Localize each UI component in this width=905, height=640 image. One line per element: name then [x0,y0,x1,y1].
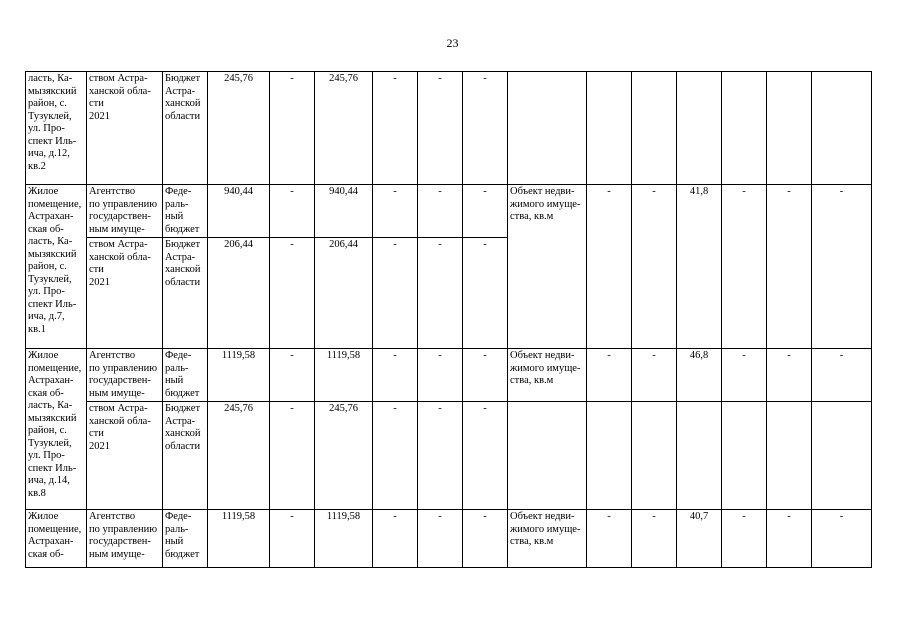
value-cell: - [270,72,315,185]
value-cell: - [463,349,508,402]
area-cell: 41,8 [677,185,722,349]
total-cell: 245,76 [208,402,270,510]
value-cell: - [812,185,872,349]
agency-cell: Агентство по управлению государствен- ным имуще- [87,349,163,402]
value-cell: - [270,510,315,568]
property-kind-cell: Объект недви- жимого имуще- ства, кв.м [508,185,587,349]
page-number: 23 [446,36,459,50]
budget-source-cell: Бюджет Астра- ханской области [163,402,208,510]
value-cell: - [373,72,418,185]
value-cell: - [722,185,767,349]
value-cell: - [632,349,677,402]
value-cell: 245,76 [315,72,373,185]
table-row [26,185,872,238]
object-address-cell: Жилое помещение, Астрахан- ская об- ласть, Ка- мызякский район, с. Тузуклей, ул. Про- спект Иль- ича, д.14, кв.8 [26,349,87,510]
value-cell: - [270,185,315,238]
value-cell: - [270,238,315,349]
value-cell: 940,44 [315,185,373,238]
empty-cell [722,402,767,510]
value-cell: - [418,185,463,238]
value-cell: - [418,349,463,402]
property-kind-cell [508,72,587,185]
budget-table [25,71,872,568]
agency-cell: ством Астра- ханской обла- сти 2021 [87,402,163,510]
value-cell: - [722,349,767,402]
value-cell [587,72,632,185]
value-cell: - [418,238,463,349]
table-row [26,349,872,402]
value-cell: - [463,72,508,185]
empty-cell [587,402,632,510]
agency-cell: ством Астра- ханской обла- сти 2021 [87,72,163,185]
value-cell: - [463,238,508,349]
value-cell: - [767,185,812,349]
value-cell: - [767,510,812,568]
property-kind-cell: Объект недви- жимого имуще- ства, кв.м [508,510,587,568]
value-cell [722,72,767,185]
area-cell [677,72,722,185]
empty-cell [508,402,587,510]
property-kind-cell: Объект недви- жимого имуще- ства, кв.м [508,349,587,402]
total-cell: 940,44 [208,185,270,238]
value-cell: - [463,402,508,510]
value-cell: 1119,58 [315,510,373,568]
table-row [26,402,872,510]
value-cell: - [632,510,677,568]
empty-cell [677,402,722,510]
value-cell: - [270,349,315,402]
value-cell: - [463,185,508,238]
value-cell: - [373,402,418,510]
value-cell: - [722,510,767,568]
value-cell: - [418,72,463,185]
area-cell: 46,8 [677,349,722,402]
value-cell: - [373,510,418,568]
value-cell: - [463,510,508,568]
value-cell: - [632,185,677,349]
object-address-cell: Жилое помещение, Астрахан- ская об- ласть, Ка- мызякский район, с. Тузуклей, ул. Про- спект Иль- ича, д.7, кв.1 [26,185,87,349]
object-address-cell: ласть, Ка- мызякский район, с. Тузуклей, ул. Про- спект Иль- ича, д.12, кв.2 [26,72,87,185]
value-cell: 206,44 [315,238,373,349]
value-cell: - [812,349,872,402]
value-cell [767,72,812,185]
agency-cell: ством Астра- ханской обла- сти 2021 [87,238,163,349]
budget-source-cell: Феде- раль- ный бюджет [163,185,208,238]
agency-cell: Агентство по управлению государствен- ным имуще- [87,510,163,568]
budget-source-cell: Бюджет Астра- ханской области [163,238,208,349]
value-cell: - [812,510,872,568]
budget-source-cell: Бюджет Астра- ханской области [163,72,208,185]
total-cell: 1119,58 [208,349,270,402]
budget-source-cell: Феде- раль- ный бюджет [163,510,208,568]
total-cell: 245,76 [208,72,270,185]
table-row [26,72,872,185]
value-cell: - [373,185,418,238]
budget-source-cell: Феде- раль- ный бюджет [163,349,208,402]
value-cell: - [418,402,463,510]
agency-cell: Агентство по управлению государствен- ным имуще- [87,185,163,238]
value-cell: - [373,349,418,402]
table-row [26,510,872,568]
value-cell: - [767,349,812,402]
value-cell [812,72,872,185]
value-cell: - [270,402,315,510]
value-cell [632,72,677,185]
total-cell: 206,44 [208,238,270,349]
value-cell: - [373,238,418,349]
object-address-cell: Жилое помещение, Астрахан- ская об- [26,510,87,568]
area-cell: 40,7 [677,510,722,568]
empty-cell [632,402,677,510]
total-cell: 1119,58 [208,510,270,568]
empty-cell [812,402,872,510]
value-cell: - [587,510,632,568]
value-cell: - [587,185,632,349]
value-cell: 1119,58 [315,349,373,402]
value-cell: - [418,510,463,568]
empty-cell [767,402,812,510]
value-cell: - [587,349,632,402]
value-cell: 245,76 [315,402,373,510]
